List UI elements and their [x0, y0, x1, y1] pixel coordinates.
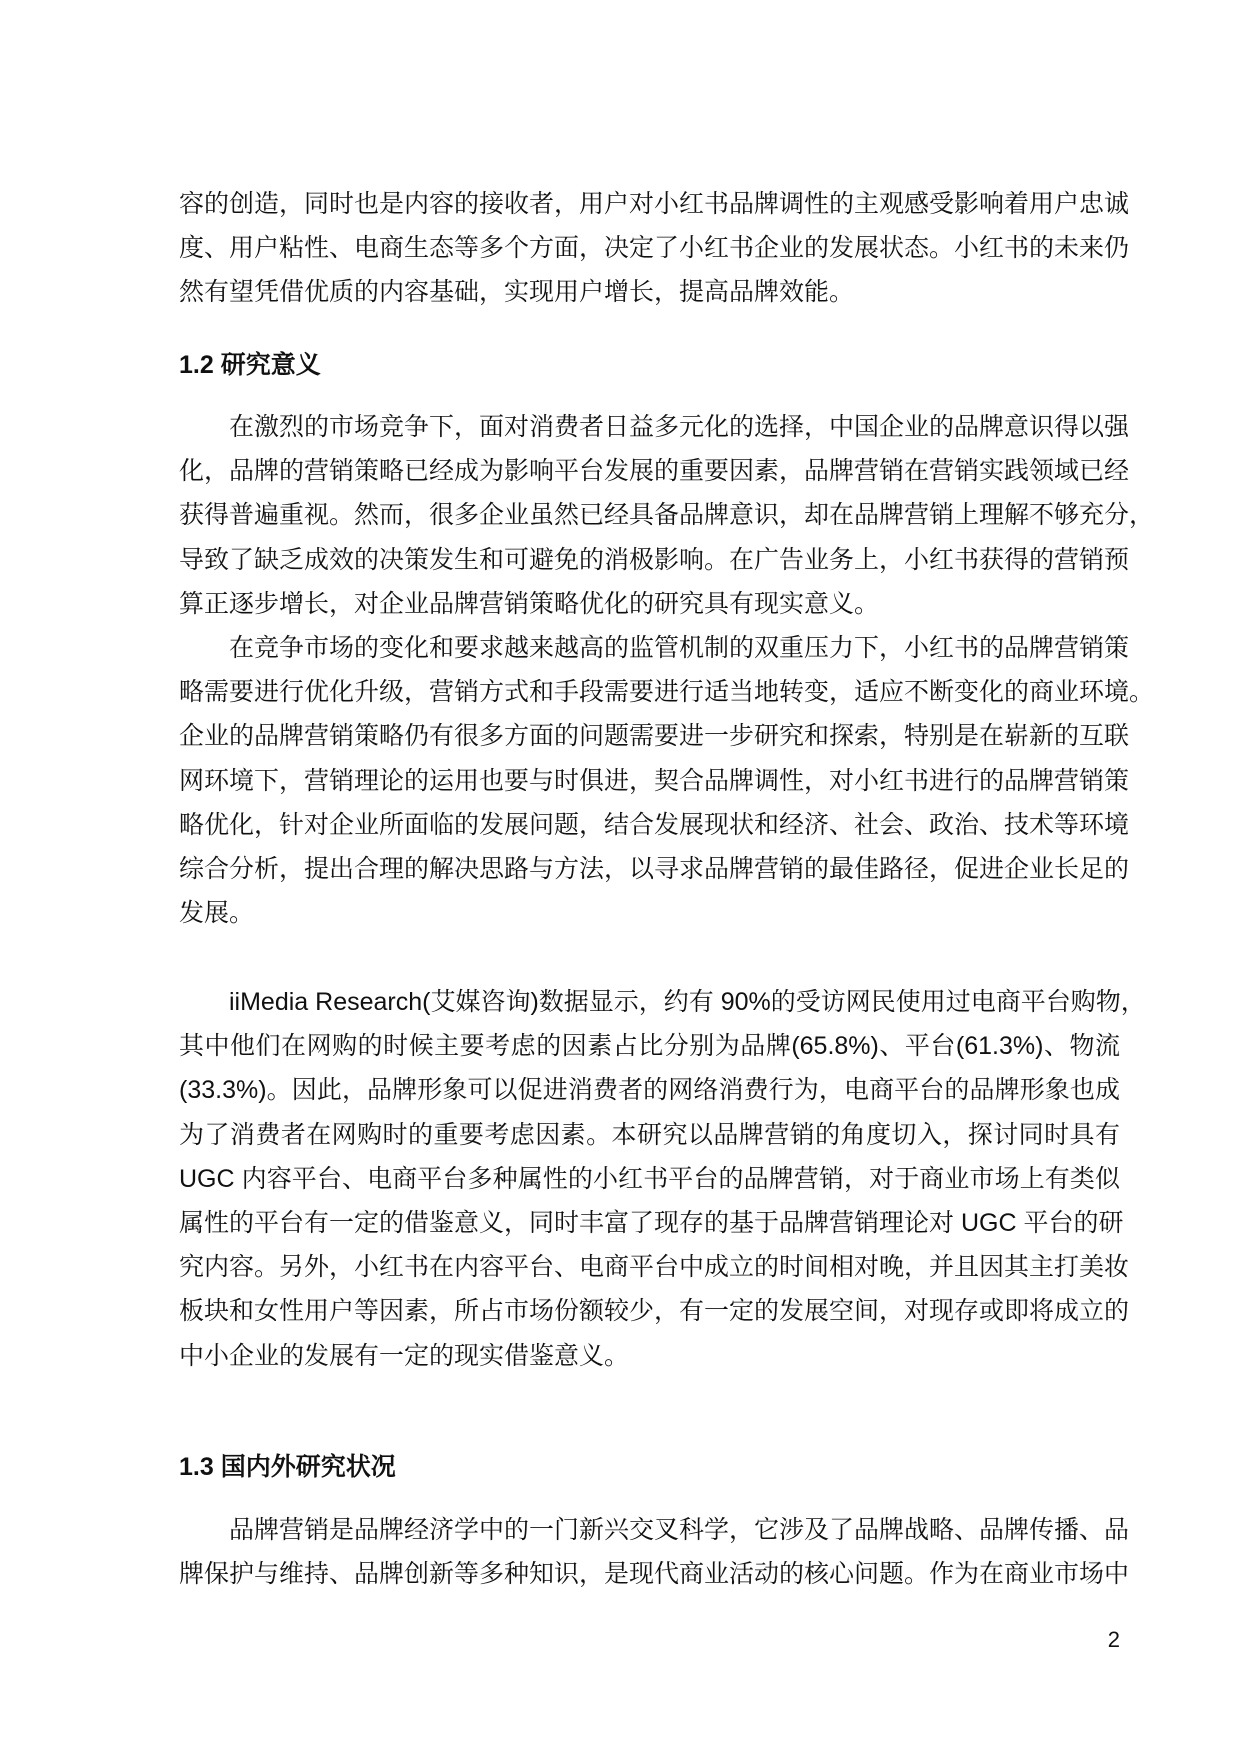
paragraph-intro-continued [179, 182, 1130, 315]
text-line: 综合分析，提出合理的解决思路与方法，以寻求品牌营销的最佳路径，促进企业长足的 [179, 854, 1130, 883]
text-line: 导致了缺乏成效的决策发生和可避免的消极影响。在广告业务上，小红书获得的营销预 [179, 545, 1130, 574]
text-line: iiMedia Research(艾媒咨询)数据显示，约有 90%的受访网民使用过电商平台购物， [229, 988, 1146, 1016]
paragraph-significance-2 [179, 626, 1155, 935]
text-line: 容的创造，同时也是内容的接收者，用户对小红书品牌调性的主观感受影响着用户忠诚 [179, 190, 1130, 218]
text-line: 然有望凭借优质的内容基础，实现用户增长，提高品牌效能。 [179, 278, 855, 307]
text-line: 算正逐步增长，对企业品牌营销策略优化的研究具有现实意义。 [179, 589, 880, 618]
text-line: 发展。 [179, 899, 255, 928]
text-line: 究内容。另外，小红书在内容平台、电商平台中成立的时间相对晚，并且因其主打美妆 [179, 1253, 1130, 1282]
text-line: (33.3%)。因此，品牌形象可以促进消费者的网络消费行为，电商平台的品牌形象也成 [179, 1076, 1120, 1105]
text-line: 化，品牌的营销策略已经成为影响平台发展的重要因素，品牌营销在营销实践领域已经 [179, 457, 1130, 486]
text-line: 略需要进行优化升级，营销方式和手段需要进行适当地转变，适应不断变化的商业环境。 [179, 678, 1155, 707]
page-number: 2 [1107, 1627, 1120, 1652]
section-heading-1-2: 1.2 研究意义 [179, 351, 321, 379]
text-line: 属性的平台有一定的借鉴意义，同时丰富了现存的基于品牌营销理论对 UGC 平台的研 [179, 1208, 1124, 1237]
text-line: 企业的品牌营销策略仍有很多方面的问题需要进一步研究和探索，特别是在崭新的互联 [179, 722, 1130, 751]
section-heading-1-3: 1.3 国内外研究状况 [179, 1453, 396, 1481]
text-line: 网环境下，营销理论的运用也要与时俱进，契合品牌调性，对小红书进行的品牌营销策 [179, 766, 1130, 795]
paragraph-research-status-1 [179, 1508, 1130, 1596]
text-line: 牌保护与维持、品牌创新等多种知识，是现代商业活动的核心问题。作为在商业市场中 [179, 1560, 1130, 1589]
text-line: 中小企业的发展有一定的现实借鉴意义。 [179, 1341, 630, 1370]
text-line: 度、用户粘性、电商生态等多个方面，决定了小红书企业的发展状态。小红书的未来仍 [179, 234, 1130, 263]
text-line: 其中他们在网购的时候主要考虑的因素占比分别为品牌(65.8%)、平台(61.3%)、物流 [179, 1032, 1120, 1061]
text-line: 板块和女性用户等因素，所占市场份额较少，有一定的发展空间，对现存或即将成立的 [179, 1297, 1130, 1326]
paragraph-significance-3 [179, 980, 1146, 1378]
text-line: 品牌营销是品牌经济学中的一门新兴交叉科学，它涉及了品牌战略、品牌传播、品 [229, 1516, 1130, 1544]
text-line: UGC 内容平台、电商平台多种属性的小红书平台的品牌营销，对于商业市场上有类似 [179, 1164, 1120, 1193]
text-line: 在竞争市场的变化和要求越来越高的监管机制的双重压力下，小红书的品牌营销策 [229, 634, 1130, 662]
text-line: 略优化，针对企业所面临的发展问题，结合发展现状和经济、社会、政治、技术等环境 [179, 810, 1130, 839]
paragraph-significance-1 [179, 405, 1155, 626]
text-line: 获得普遍重视。然而，很多企业虽然已经具备品牌意识，却在品牌营销上理解不够充分， [179, 501, 1155, 530]
text-line: 在激烈的市场竞争下，面对消费者日益多元化的选择，中国企业的品牌意识得以强 [229, 413, 1130, 441]
text-line: 为了消费者在网购时的重要考虑因素。本研究以品牌营销的角度切入，探讨同时具有 [179, 1120, 1120, 1149]
